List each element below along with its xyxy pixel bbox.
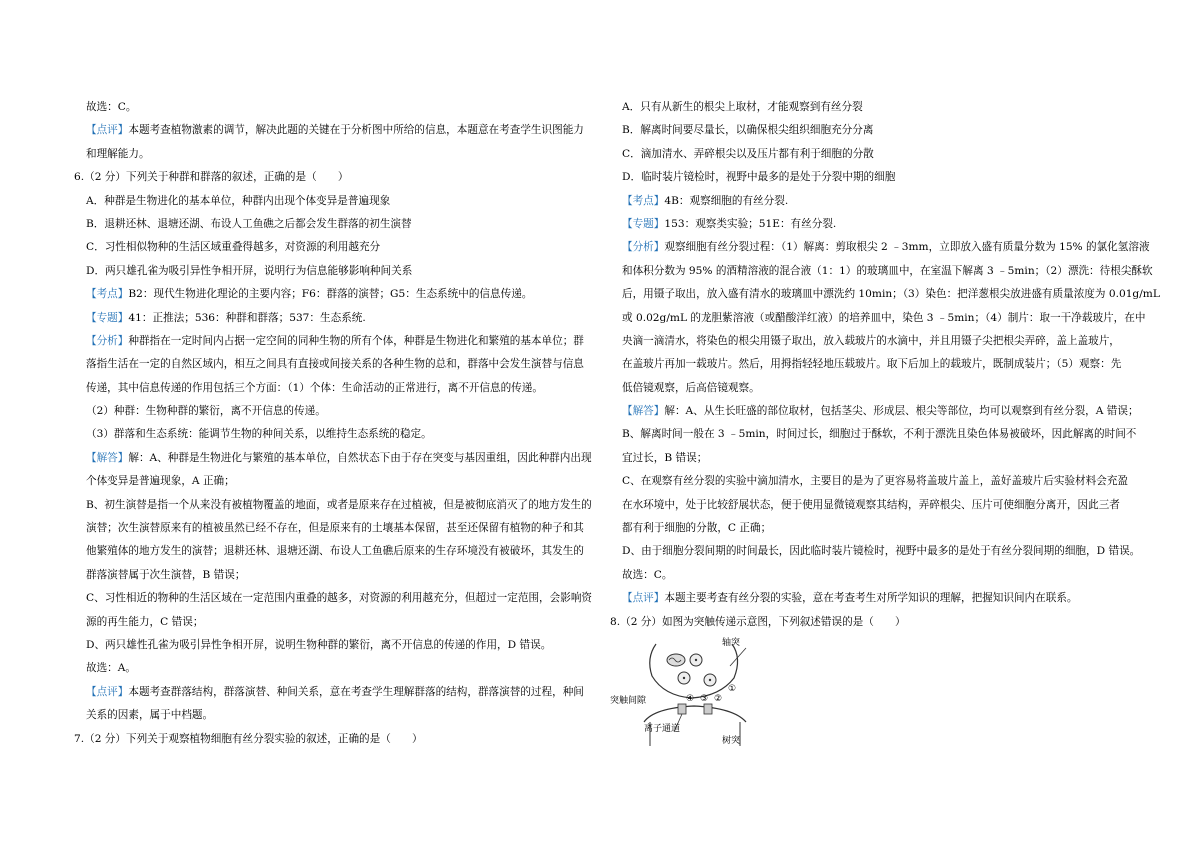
text-line (610, 447, 1132, 470)
text-line (610, 470, 1132, 493)
line-text: 后，用镊子取出，放入盛有清水的玻璃皿中漂洗约 10min；（3）染色：把洋葱根尖放进盛有质量浓度为 0.01g/mL (622, 288, 1160, 301)
text-line (74, 447, 594, 470)
line-text: 7.（2 分）下列关于观察植物细胞有丝分裂实验的叙述，正确的是（ ） (74, 732, 423, 745)
line-text: 落指生活在一定的自然区域内，相互之间具有直接或间接关系的各种生物的总和，群落中会发生演替与信息 (86, 358, 584, 371)
text-line (74, 236, 594, 259)
text-line (74, 330, 594, 353)
text-line (74, 143, 594, 166)
left-column (74, 96, 594, 751)
text-line (74, 681, 594, 704)
section-tag: 【分析】 (622, 241, 665, 254)
line-text: C．滴加清水、弄碎根尖以及压片都有利于细胞的分散 (622, 147, 874, 160)
section-tag: 【点评】 (86, 685, 129, 698)
line-text: 他繁殖体的地方发生的演替；退耕还林、退塘还湖、布设人工鱼礁后原来的生存环境没有被破坏，其发生的 (86, 545, 584, 558)
text-line (74, 377, 594, 400)
text-line (610, 307, 1146, 330)
figure-label-dendrite: 树突 (722, 735, 741, 746)
text-line (74, 517, 594, 540)
line-text: 央滴一滴清水，将染色的根尖用镊子取出，放入载玻片的水滴中，并且用镊子尖把根尖弄碎，盖上盖玻片， (622, 334, 1120, 347)
line-text: 群落演替属于次生演替，B 错误； (86, 568, 246, 581)
text-line (74, 587, 594, 610)
right-column (610, 96, 1160, 748)
text-line (74, 353, 594, 376)
line-text: B．退耕还林、退塘还湖、布设人工鱼礁之后都会发生群落的初生演替 (86, 217, 412, 230)
line-text: C、习性相近的物种的生活区域在一定范围内重叠的越多，对资源的利用越充分，但超过一定范围，会影响资 (86, 592, 593, 605)
line-text: 关系的因素，属于中档题。 (86, 709, 214, 722)
section-tag: 【点评】 (86, 124, 129, 137)
text-line (610, 564, 1132, 587)
line-text: 源的再生能力，C 错误； (86, 615, 204, 628)
text-line (74, 213, 594, 236)
line-text: 本题考查植物激素的调节，解决此题的关键在于分析图中所给的信息，本题意在考查学生识图能力 (128, 124, 584, 137)
line-text: B、解离时间一般在 3 ﹣5min，时间过长，细胞过于酥软，不利于漂洗且染色体易被破坏，因此解离的时间不 (622, 428, 1137, 441)
line-text: 4B：观察细胞的有丝分裂. (664, 194, 789, 207)
line-text: D．两只雄孔雀为吸引异性争相开屏，说明行为信息能够影响种间关系 (86, 264, 413, 277)
text-line (610, 587, 1132, 610)
line-text: 6.（2 分）下列关于种群和群落的叙述，正确的是（ ） (74, 171, 349, 184)
line-text: 8.（2 分）如图为突触传递示意图，下列叙述错误的是（ ） (610, 615, 906, 628)
line-text: A．种群是生物进化的基本单位，种群内出现个体变异是普遍现象 (86, 194, 391, 207)
text-line (74, 260, 594, 283)
text-line (74, 166, 594, 189)
text-line (74, 470, 594, 493)
line-text: 都有利于细胞的分散，C 正确； (622, 522, 772, 535)
line-text: 故选：C。 (622, 568, 673, 581)
figure-number-2: ② (714, 693, 723, 704)
section-tag: 【专题】 (622, 217, 665, 230)
text-line (610, 540, 1141, 563)
line-text: 或 0.02g/mL 的龙胆紫溶液（或醋酸洋红液）的培养皿中，染色 3 ﹣5min；（4）制片：取一干净载玻片，在中 (622, 311, 1146, 324)
text-line (610, 423, 1137, 446)
section-tag: 【考点】 (622, 194, 665, 207)
text-line (610, 494, 1132, 517)
line-text: 个体变异是普遍现象，A 正确； (86, 475, 235, 488)
line-text: 在水环境中，处于比较舒展状态，便于使用显微镜观察其结构，弄碎根尖、压片可使细胞分离开，因此三者 (622, 498, 1120, 511)
section-tag: 【分析】 (86, 334, 129, 347)
text-line (610, 330, 1132, 353)
text-line (610, 213, 1132, 236)
line-text: D、两只雄性孔雀为吸引异性争相开屏，说明生物种群的繁衍，离不开信息的传递的作用，D 错误。 (86, 638, 552, 651)
text-line (610, 96, 1132, 119)
text-line (74, 283, 594, 306)
line-text: B．解离时间要尽量长，以确保根尖组织细胞充分分离 (622, 124, 874, 137)
text-line (610, 166, 1132, 189)
text-line (74, 564, 594, 587)
figure-label-cleft: 突触间隙 (610, 695, 647, 706)
line-text: 观察细胞有丝分裂过程：（1）解离：剪取根尖 2 ﹣3mm，立即放入盛有质量分数为 15% 的氯化氢溶液 (664, 241, 1150, 254)
text-line (610, 143, 1132, 166)
text-line (74, 96, 594, 119)
figure-label-channel: 离子通道 (644, 723, 681, 734)
text-line (610, 353, 1132, 376)
figure-number-3: ③ (700, 693, 709, 704)
figure-label-axon: 轴突 (722, 637, 741, 648)
line-text: （3）群落和生态系统：能调节生物的种间关系，以维持生态系统的稳定。 (86, 428, 432, 441)
text-line (74, 634, 594, 657)
text-line (610, 377, 1132, 400)
text-line (74, 728, 594, 751)
line-text: 演替；次生演替原来有的植被虽然已经不存在，但是原来有的土壤基本保留，甚至还保留有植物的种子和其 (86, 522, 584, 535)
text-line (74, 657, 594, 680)
line-text: 本题主要考查有丝分裂的实验，意在考查考生对所学知识的理解，把握知识间内在联系。 (664, 592, 1078, 605)
line-text: 宜过长，B 错误； (622, 451, 708, 464)
line-text: 故选：C。 (86, 101, 137, 113)
line-text: C、在观察有丝分裂的实验中滴加清水，主要目的是为了更容易将盖玻片盖上，盖好盖玻片后实验材料会充盈 (622, 475, 1129, 488)
section-tag: 【解答】 (86, 451, 129, 464)
text-line (74, 611, 594, 634)
text-line (74, 400, 594, 423)
line-text: 解：A、从生长旺盛的部位取材，包括茎尖、形成层、根尖等部位，均可以观察到有丝分裂，A 错误； (664, 405, 1139, 418)
line-text: A．只有从新生的根尖上取材，才能观察到有丝分裂 (622, 101, 863, 113)
text-line (610, 119, 1132, 142)
line-text: 解：A、种群是生物进化与繁殖的基本单位，自然状态下由于存在突变与基因重组，因此种群内出现 (128, 451, 592, 464)
line-text: 和理解能力。 (86, 147, 150, 160)
line-text: 153：观察类实验；51E：有丝分裂. (664, 217, 837, 230)
text-line (610, 283, 1160, 306)
text-line (74, 704, 594, 727)
section-tag: 【点评】 (622, 592, 665, 605)
text-line (610, 611, 1132, 634)
line-text: 低倍镜观察，后高倍镜观察。 (622, 381, 760, 394)
section-tag: 【考点】 (86, 288, 129, 301)
text-line (610, 400, 1139, 423)
text-line (74, 190, 594, 213)
text-line (74, 423, 594, 446)
section-tag: 【专题】 (86, 311, 129, 324)
line-text: 传递，其中信息传递的作用包括三个方面：（1）个体：生命活动的正常进行，离不开信息的传递。 (86, 381, 543, 394)
line-text: D．临时装片镜检时，视野中最多的是处于分裂中期的细胞 (622, 171, 896, 184)
line-text: （2）种群：生物种群的繁衍，离不开信息的传递。 (86, 405, 326, 418)
line-text: 在盖玻片再加一载玻片。然后，用拇指轻轻地压载玻片。取下后加上的载玻片，既制成装片；（5）观察：先 (622, 358, 1122, 371)
figure-number-1: ① (728, 683, 737, 694)
text-line (74, 307, 594, 330)
text-line (610, 190, 1132, 213)
line-text: 本题考查群落结构，群落演替、种间关系，意在考查学生理解群落的结构，群落演替的过程，种间 (128, 685, 584, 698)
text-line (74, 119, 594, 142)
line-text: 种群指在一定时间内占据一定空间的同种生物的所有个体，种群是生物进化和繁殖的基本单位；群 (128, 334, 584, 347)
section-tag: 【解答】 (622, 405, 665, 418)
line-text: 和体积分数为 95% 的酒精溶液的混合液（1：1）的玻璃皿中，在室温下解离 3 ﹣5min；（2）漂洗：待根尖酥软 (622, 264, 1153, 277)
text-line (610, 236, 1150, 259)
line-text: C．习性相似物种的生活区域重叠得越多，对资源的利用越充分 (86, 241, 381, 254)
figure-number-4: ④ (686, 693, 695, 704)
line-text: B、初生演替是指一个从来没有被植物覆盖的地面，或者是原来存在过植被，但是被彻底消灭了的地方发生的 (86, 498, 592, 511)
text-line (610, 260, 1153, 283)
text-line (74, 540, 594, 563)
line-text: D、由于细胞分裂间期的时间最长，因此临时装片镜检时，视野中最多的是处于有丝分裂间期的细胞，D 错误。 (622, 545, 1141, 558)
text-line (74, 494, 594, 517)
synapse-figure (610, 637, 764, 748)
text-line (610, 517, 1132, 540)
line-text: B2：现代生物进化理论的主要内容；F6：群落的演替；G5：生态系统中的信息传递。 (128, 288, 533, 301)
line-text: 41：正推法；536：种群和群落；537：生态系统. (128, 311, 366, 324)
line-text: 故选：A。 (86, 662, 137, 675)
